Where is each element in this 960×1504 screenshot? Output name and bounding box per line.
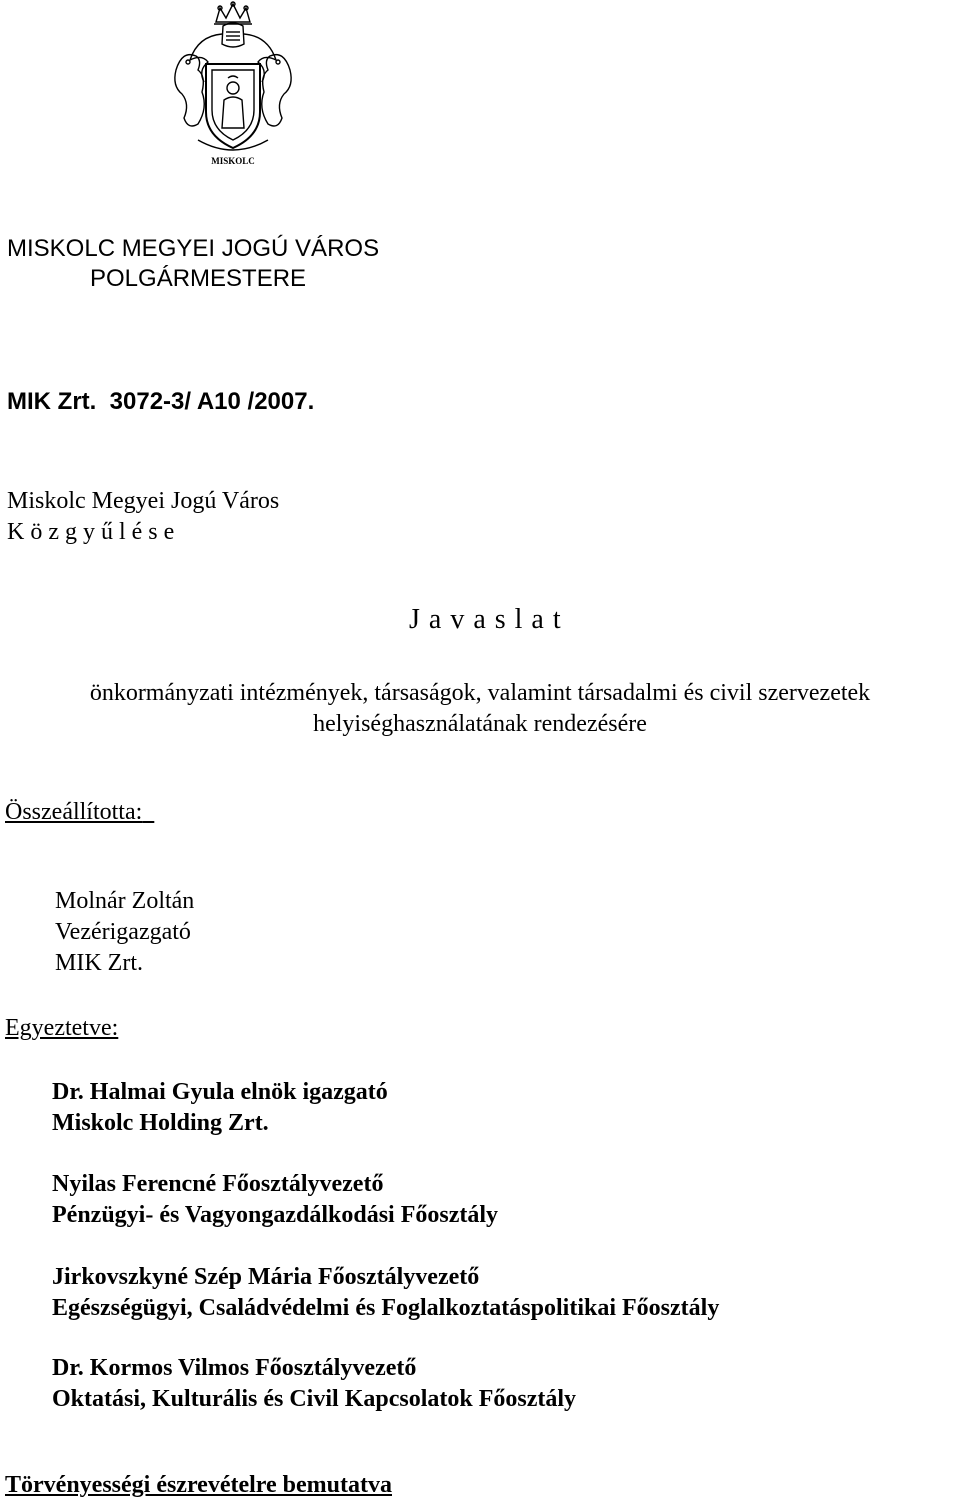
compiler-block: [55, 886, 194, 979]
compiler-name: Molnár Zoltán: [55, 888, 195, 914]
proposal-subject: [0, 678, 960, 740]
proposal-title: J a v a s l a t: [409, 604, 562, 635]
agreed-person-2-name: Nyilas Ferencné Főosztályvezető: [52, 1171, 384, 1197]
compiler-org: MIK Zrt.: [55, 950, 143, 976]
agreed-person-4-name: Dr. Kormos Vilmos Főosztályvezető: [52, 1355, 417, 1381]
agreed-person-1-unit: Miskolc Holding Zrt.: [52, 1110, 269, 1136]
crest-label: MISKOLC: [211, 156, 255, 166]
addressee: [7, 486, 279, 548]
agreed-person-3-unit: Egészségügyi, Családvédelmi és Foglalkoztatáspolitikai Főosztály: [52, 1295, 720, 1321]
issuing-office: [7, 234, 379, 294]
city-coat-of-arms-icon: [168, 0, 298, 168]
addressee-line-1: Miskolc Megyei Jogú Város: [7, 488, 280, 514]
compiled-by-label: [5, 799, 154, 826]
agreed-person-1-name: Dr. Halmai Gyula elnök igazgató: [52, 1079, 388, 1105]
office-line-1: MISKOLC MEGYEI JOGÚ VÁROS: [7, 235, 380, 262]
agreed-person-2: [52, 1169, 498, 1231]
crest-drawing: [168, 0, 298, 168]
compiler-title: Vezérigazgató: [55, 919, 191, 945]
agreed-person-1: [52, 1077, 388, 1139]
addressee-line-2: K ö z g y ű l é s e: [7, 519, 175, 545]
reference-number: MIK Zrt. 3072-3/ A10 /2007.: [7, 388, 315, 415]
agreed-person-2-unit: Pénzügyi- és Vagyongazdálkodási Főosztály: [52, 1202, 499, 1228]
office-line-2: POLGÁRMESTERE: [90, 265, 307, 292]
agreed-person-3-name: Jirkovszkyné Szép Mária Főosztályvezető: [52, 1264, 480, 1290]
agreed-person-3: [52, 1262, 719, 1324]
compiled-by-text: Összeállította:: [5, 799, 143, 825]
subject-line-2: helyiséghasználatának rendezésére: [313, 711, 647, 737]
agreed-label: Egyeztetve:: [5, 1015, 119, 1041]
legal-review-heading: Törvényességi észrevételre bemutatva: [5, 1472, 392, 1498]
agreed-person-4-unit: Oktatási, Kulturális és Civil Kapcsolatok Főosztály: [52, 1386, 577, 1412]
subject-line-1: önkormányzati intézmények, társaságok, valamint társadalmi és civil szervezetek: [89, 680, 871, 706]
agreed-person-4: [52, 1353, 576, 1415]
